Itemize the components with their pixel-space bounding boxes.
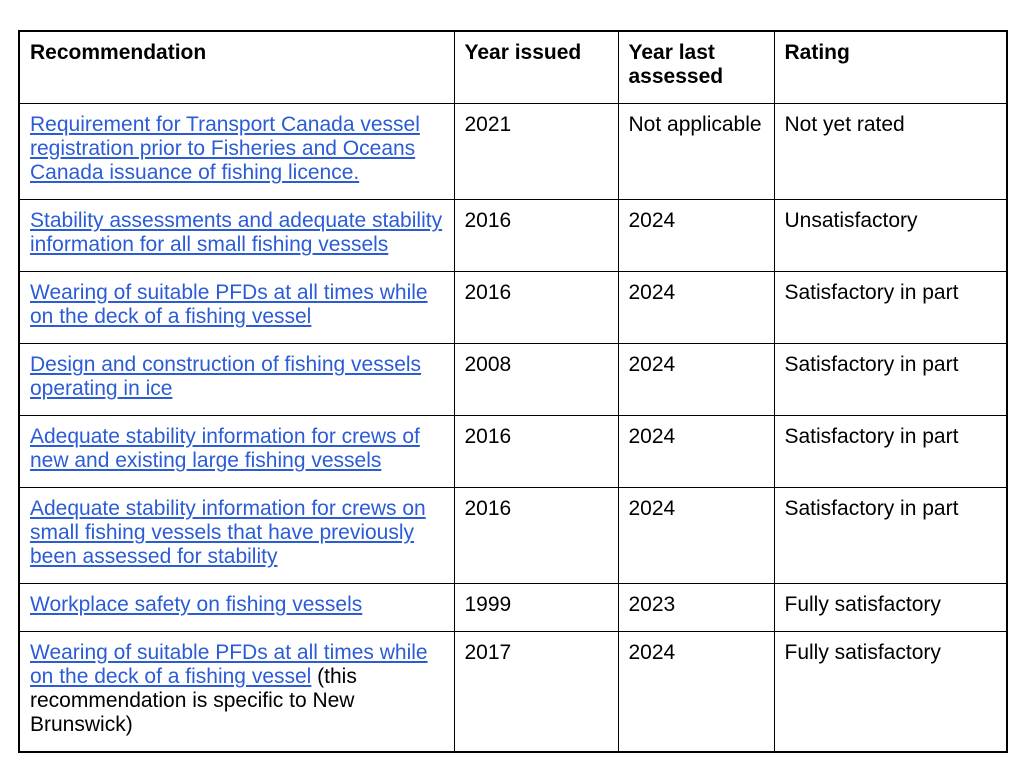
table-row — [19, 488, 1007, 584]
table-row — [19, 344, 1007, 416]
table-row — [19, 272, 1007, 344]
rating-cell: Fully satisfactory — [774, 632, 1007, 753]
year-last-assessed-cell: 2024 — [618, 488, 774, 584]
recommendation-cell — [19, 272, 454, 344]
recommendation-link[interactable]: Workplace safety on fishing vessels — [30, 593, 363, 616]
recommendation-link[interactable]: Wearing of suitable PFDs at all times while on the deck of a fishing vessel — [30, 281, 428, 328]
recommendation-link[interactable]: Adequate stability information for crews of new and existing large fishing vessels — [30, 425, 420, 472]
year-last-assessed-cell: Not applicable — [618, 104, 774, 200]
table-row — [19, 200, 1007, 272]
year-last-assessed-cell: 2024 — [618, 200, 774, 272]
table-row — [19, 416, 1007, 488]
rating-cell: Unsatisfactory — [774, 200, 1007, 272]
recommendation-cell — [19, 488, 454, 584]
year-issued-cell: 2017 — [454, 632, 618, 753]
table-row — [19, 584, 1007, 632]
recommendation-cell — [19, 200, 454, 272]
recommendation-cell — [19, 416, 454, 488]
recommendation-link[interactable]: Stability assessments and adequate stability information for all small fishing vessels — [30, 209, 443, 256]
year-issued-cell: 2016 — [454, 272, 618, 344]
header-cell-year-last-assessed: Year last assessed — [618, 31, 774, 104]
recommendation-link[interactable]: Requirement for Transport Canada vessel registration prior to Fisheries and Oceans Canada issuance of fishing licence. — [30, 113, 420, 184]
header-cell-rating: Rating — [774, 31, 1007, 104]
recommendations-table — [18, 30, 1008, 753]
year-issued-cell: 2021 — [454, 104, 618, 200]
table-row — [19, 632, 1007, 753]
rating-cell: Satisfactory in part — [774, 272, 1007, 344]
recommendation-link[interactable]: Wearing of suitable PFDs at all times while on the deck of a fishing vessel — [30, 641, 428, 688]
year-last-assessed-cell: 2024 — [618, 632, 774, 753]
year-last-assessed-cell: 2023 — [618, 584, 774, 632]
rating-cell: Satisfactory in part — [774, 488, 1007, 584]
recommendation-cell — [19, 104, 454, 200]
recommendation-cell — [19, 632, 454, 753]
table-row — [19, 104, 1007, 200]
year-issued-cell: 1999 — [454, 584, 618, 632]
rating-cell: Fully satisfactory — [774, 584, 1007, 632]
recommendation-suffix: (this recommendation is specific to New Brunswick) — [30, 665, 357, 736]
recommendation-cell — [19, 344, 454, 416]
table-header-row — [19, 31, 1007, 104]
year-issued-cell: 2008 — [454, 344, 618, 416]
year-last-assessed-cell: 2024 — [618, 344, 774, 416]
recommendation-cell — [19, 584, 454, 632]
rating-cell: Satisfactory in part — [774, 344, 1007, 416]
header-cell-recommendation: Recommendation — [19, 31, 454, 104]
year-issued-cell: 2016 — [454, 416, 618, 488]
year-issued-cell: 2016 — [454, 200, 618, 272]
year-issued-cell: 2016 — [454, 488, 618, 584]
recommendation-link[interactable]: Design and construction of fishing vessels operating in ice — [30, 353, 422, 400]
rating-cell: Satisfactory in part — [774, 416, 1007, 488]
recommendation-link[interactable]: Adequate stability information for crews on small fishing vessels that have previously been assessed for stability — [30, 497, 426, 568]
year-last-assessed-cell: 2024 — [618, 416, 774, 488]
rating-cell: Not yet rated — [774, 104, 1007, 200]
header-cell-year-issued: Year issued — [454, 31, 618, 104]
year-last-assessed-cell: 2024 — [618, 272, 774, 344]
